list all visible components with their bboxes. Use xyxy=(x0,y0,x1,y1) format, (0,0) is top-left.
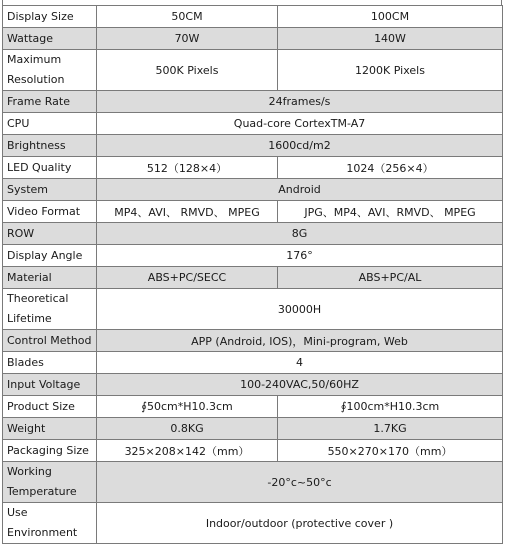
spec-value: ∮50cm*H10.3cm xyxy=(97,396,278,418)
table-row xyxy=(3,50,503,91)
spec-value: 500K Pixels xyxy=(97,50,278,91)
spec-value: 1.7KG xyxy=(278,418,503,440)
spec-label: Display Size xyxy=(3,6,97,28)
spec-value: 30000H xyxy=(97,289,503,330)
spec-value: 8G xyxy=(97,223,503,245)
spec-value: 24frames/s xyxy=(97,91,503,113)
spec-label: Control Method xyxy=(3,330,97,352)
table-row xyxy=(3,374,503,396)
table-row xyxy=(3,245,503,267)
table-row xyxy=(3,6,503,28)
spec-value: 50CM xyxy=(97,6,278,28)
spec-value: 176° xyxy=(97,245,503,267)
table-row xyxy=(3,113,503,135)
spec-value: Indoor/outdoor (protective cover ) xyxy=(97,503,503,544)
table-row xyxy=(3,267,503,289)
table-row xyxy=(3,135,503,157)
table-row xyxy=(3,201,503,223)
spec-value: MP4、AVI、 RMVD、 MPEG xyxy=(97,201,278,223)
table-row xyxy=(3,330,503,352)
spec-label: Packaging Size xyxy=(3,440,97,462)
spec-label: Use Environment xyxy=(3,503,97,544)
spec-value: 1600cd/m2 xyxy=(97,135,503,157)
spec-value: ABS+PC/AL xyxy=(278,267,503,289)
table-row xyxy=(3,462,503,503)
spec-label: Weight xyxy=(3,418,97,440)
spec-value: 550×270×170（mm） xyxy=(278,440,503,462)
spec-value: Android xyxy=(97,179,503,201)
spec-value: 4 xyxy=(97,352,503,374)
table-row xyxy=(3,352,503,374)
table-row xyxy=(3,440,503,462)
spec-label: Product Size xyxy=(3,396,97,418)
spec-label: Video Format xyxy=(3,201,97,223)
spec-label: ROW xyxy=(3,223,97,245)
spec-value: 0.8KG xyxy=(97,418,278,440)
spec-value: Quad-core CortexTM-A7 xyxy=(97,113,503,135)
table-row xyxy=(3,28,503,50)
spec-label: Input Voltage xyxy=(3,374,97,396)
spec-table xyxy=(2,5,503,544)
table-row xyxy=(3,223,503,245)
table-row xyxy=(3,179,503,201)
spec-value: 512（128×4） xyxy=(97,157,278,179)
spec-value: -20°c~50°c xyxy=(97,462,503,503)
spec-value: 325×208×142（mm） xyxy=(97,440,278,462)
spec-value: 1200K Pixels xyxy=(278,50,503,91)
table-row xyxy=(3,396,503,418)
spec-value: 140W xyxy=(278,28,503,50)
spec-value: ABS+PC/SECC xyxy=(97,267,278,289)
spec-label: System xyxy=(3,179,97,201)
table-row xyxy=(3,289,503,330)
spec-label: Maximum Resolution xyxy=(3,50,97,91)
spec-label: Material xyxy=(3,267,97,289)
spec-label: Frame Rate xyxy=(3,91,97,113)
spec-value: 100CM xyxy=(278,6,503,28)
spec-label: Wattage xyxy=(3,28,97,50)
table-row xyxy=(3,91,503,113)
table-row xyxy=(3,157,503,179)
spec-value: APP (Android, IOS)，Mini-program, Web xyxy=(97,330,503,352)
spec-label: LED Quality xyxy=(3,157,97,179)
spec-label: Brightness xyxy=(3,135,97,157)
spec-label: CPU xyxy=(3,113,97,135)
spec-label: Theoretical Lifetime xyxy=(3,289,97,330)
table-row xyxy=(3,503,503,544)
spec-value: 70W xyxy=(97,28,278,50)
spec-label: Display Angle xyxy=(3,245,97,267)
spec-label: Blades xyxy=(3,352,97,374)
table-row xyxy=(3,418,503,440)
spec-value: 1024（256×4） xyxy=(278,157,503,179)
spec-label: Working Temperature xyxy=(3,462,97,503)
spec-value: JPG、MP4、AVI、RMVD、 MPEG xyxy=(278,201,503,223)
spec-value: ∮100cm*H10.3cm xyxy=(278,396,503,418)
spec-value: 100-240VAC,50/60HZ xyxy=(97,374,503,396)
